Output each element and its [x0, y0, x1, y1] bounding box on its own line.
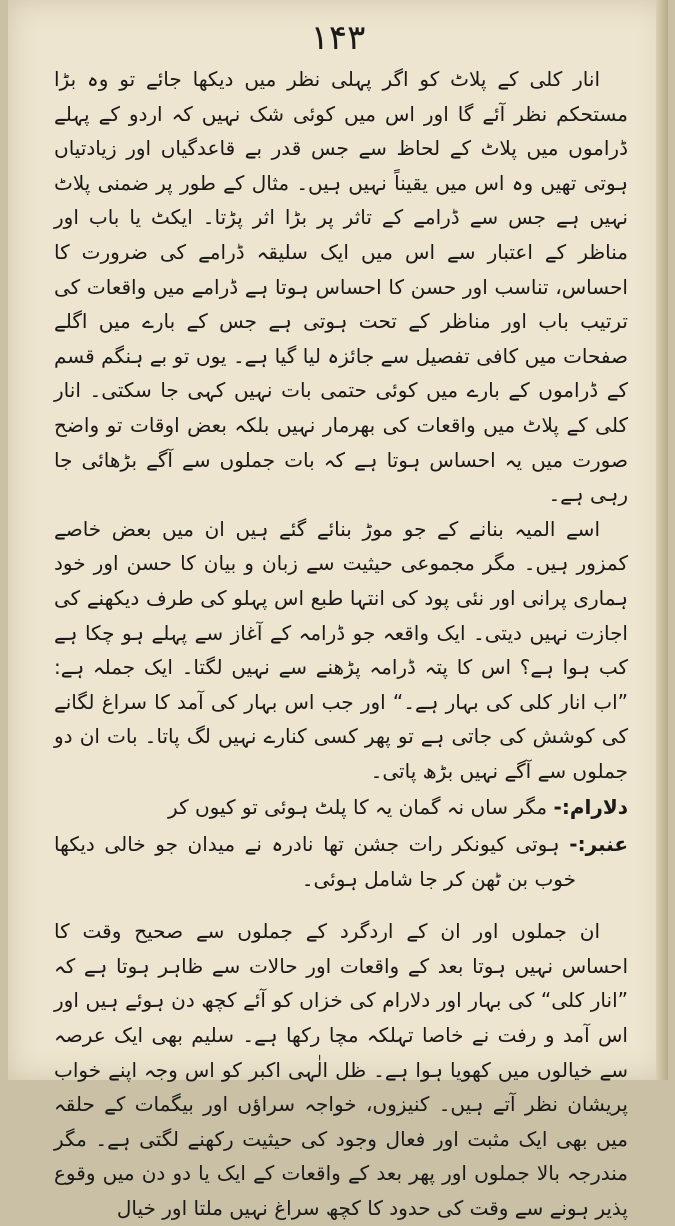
- dialogue-line-2: [54, 827, 628, 896]
- paragraph-gap: [54, 896, 628, 914]
- paragraph-3: ان جملوں اور ان کے اردگرد کے جملوں سے صحیح وقت کا احساس نہیں ہوتا بعد کے واقعات اور حالات سے ظاہر ہوتا ہے کہ ”انار کلی“ کی بہار اور دلارام کی خزاں کو آئے کچھ دن ہوئے ہیں اور اس آمد و رفت نے خاصا تہلکہ مچا رکھا ہے۔ سلیم بھی ایک عرصہ سے خیالوں میں کھویا ہوا ہے۔ ظل الٰہی اکبر کو اس وجہ اپنے خواب پریشان نظر آتے ہیں۔ کنیزوں، خواجہ سراؤں اور بیگمات کے حلقہ میں بھی ایک مثبت اور فعال وجود کی حیثیت رکھنے لگتی ہے۔ مگر مندرجہ بالا جملوں اور پھر بعد کے واقعات کے ایک یا دو دن میں وقوع پذیر ہونے سے وقت کی حدود کا کچھ سراغ نہیں ملتا اور خیال: [54, 919, 628, 1220]
- page-body: [54, 62, 628, 1226]
- dialogue-text: مگر ساں نہ گمان یہ کا پلٹ ہوئی تو کیوں کر: [168, 795, 548, 820]
- dialogue-line-1: [54, 790, 628, 825]
- paragraph-2: اسے المیہ بنانے کے جو موڑ بنائے گئے ہیں ان میں بعض خاصے کمزور ہیں۔ مگر مجموعی حیثیت سے زبان و بیان کا حسن اور خود ہماری پرانی اور نئی پود کی انتہا طبع اس پہلو کی طرف دیکھنے کی اجازت نہیں دیتی۔ ایک واقعہ جو ڈرامہ کے آغاز سے پہلے ہو چکا ہے کب ہوا ہے؟ اس کا پتہ ڈرامہ پڑھنے سے نہیں لگتا۔ ایک جملہ ہے: ”اب انار کلی کی بہار ہے۔“ اور جب اس بہار کی آمد کا سراغ لگانے کی کوشش کی جاتی ہے تو پھر کسی کنارے نہیں لگ پاتا۔ بات ان دو جملوں سے آگے نہیں بڑھ پاتی۔: [54, 516, 628, 783]
- page-number: ۱۴۳: [310, 18, 366, 58]
- page-spine-edge: [656, 0, 668, 1080]
- paragraph-1: انار کلی کے پلاٹ کو اگر پہلی نظر میں دیکھا جائے تو وہ بڑا مستحکم نظر آئے گا اور اس میں کوئی شک نہیں کہ اردو کے پہلے ڈراموں میں پلاٹ کے لحاظ سے جس قدر بے قاعدگیاں اور زیادتیاں ہوتی تھیں وہ اس میں یقیناً نہیں ہیں۔ مثال کے طور پر ضمنی پلاٹ نہیں ہے جس سے ڈرامے کے تاثر پر بڑا اثر پڑتا۔ ایکٹ یا باب اور مناظر کے اعتبار سے اس میں ایک سلیقہ ڈرامے کی ضرورت کا احساس، تناسب اور حسن کا احساس ہوتا ہے ڈرامے میں واقعات کی ترتیب باب اور مناظر کے تحت ہوتی ہے جس کے بارے میں اگلے صفحات میں کافی تفصیل سے جائزہ لیا گیا ہے۔ یوں تو بے ہنگم قسم کے ڈراموں کے بارے میں کوئی حتمی بات نہیں کہی جا سکتی۔ انار کلی کے پلاٹ میں واقعات کی بھرمار نہیں بلکہ بعض اوقات تو واضح صورت میں یہ احساس ہوتا ہے کہ بات جملوں سے آگے بڑھائی جا رہی ہے۔: [54, 67, 628, 507]
- dialogue-text: ہوتی کیونکر رات جشن تھا نادرہ نے میدان جو خالی دیکھا خوب بن ٹھن کر جا شامل ہوئی۔: [54, 832, 576, 891]
- dialogue-speaker: عنبر:-: [569, 832, 628, 857]
- dialogue-speaker: دلارام:-: [553, 795, 628, 820]
- book-page: [8, 0, 668, 1220]
